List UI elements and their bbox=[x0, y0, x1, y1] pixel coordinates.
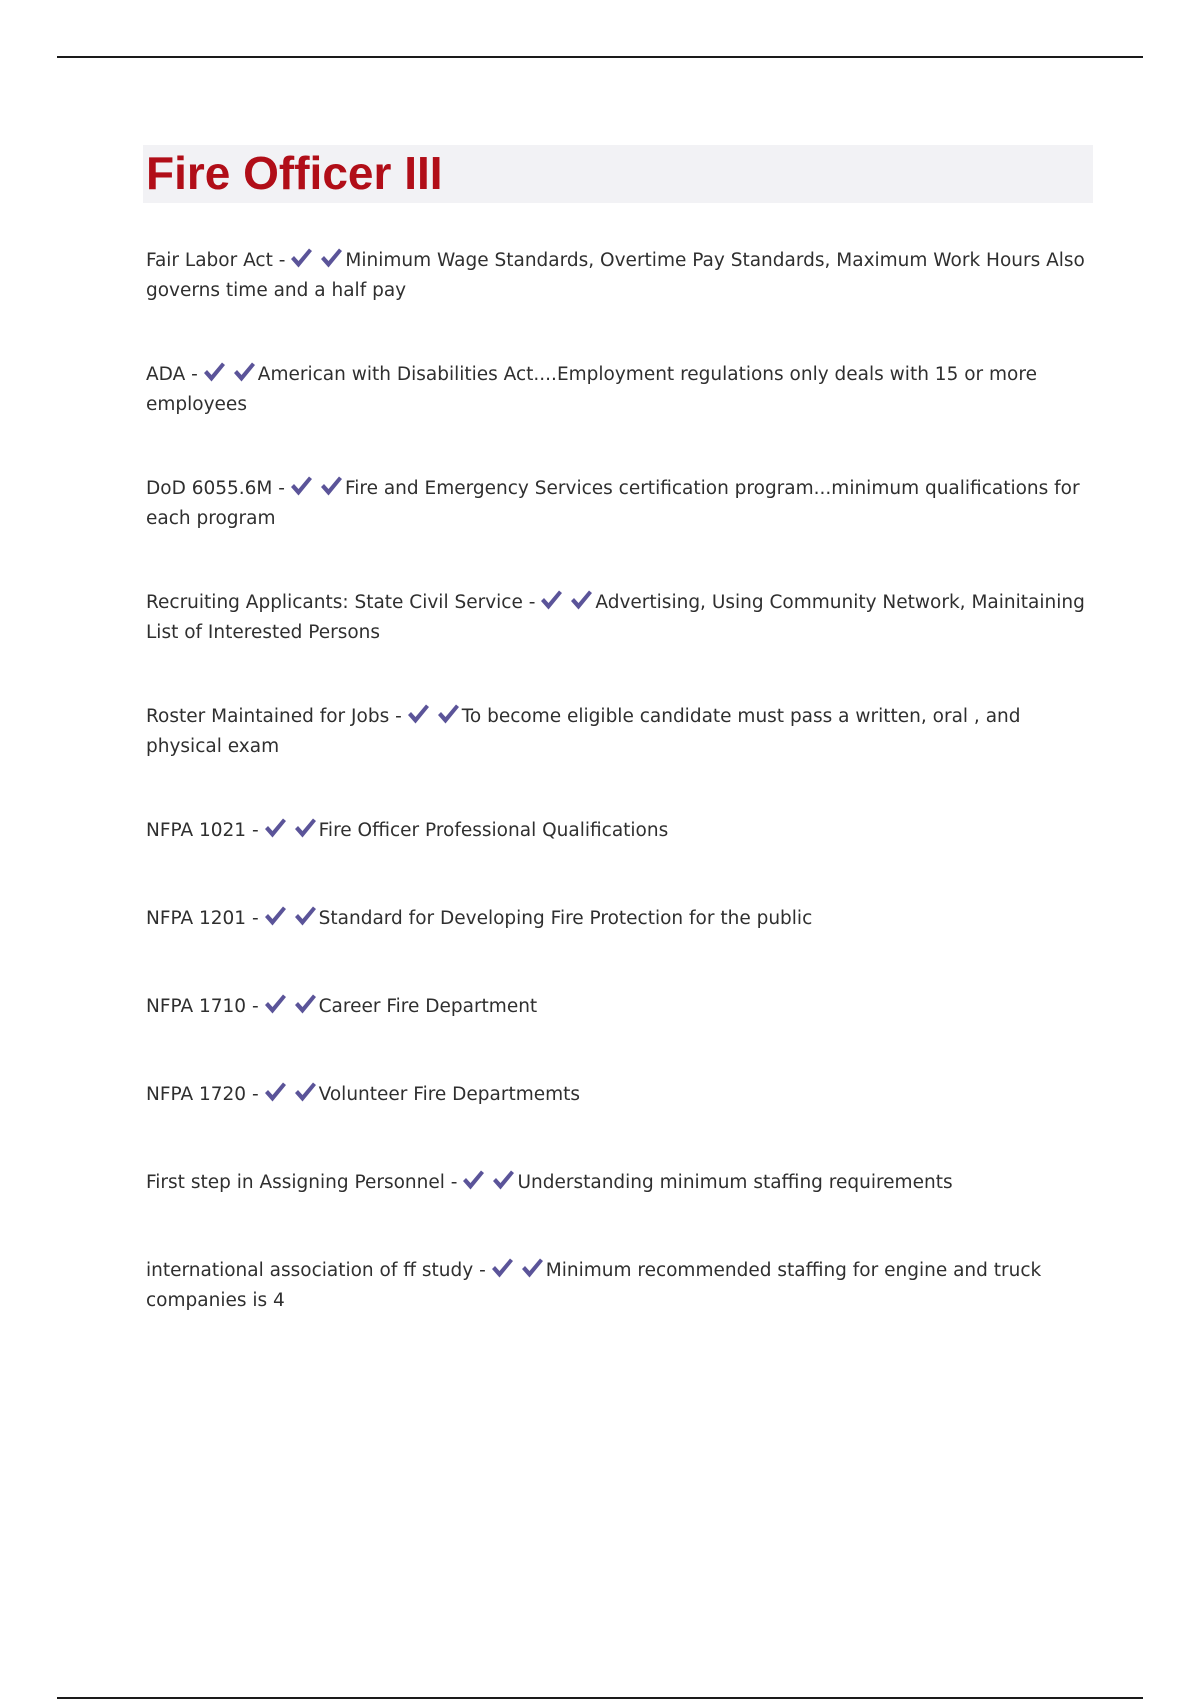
check-icon bbox=[293, 817, 317, 839]
check-icon bbox=[539, 589, 563, 611]
check-icon bbox=[263, 1081, 287, 1103]
entry-definition: Fire and Emergency Services certification program...minimum qualifications for each program bbox=[146, 478, 1080, 529]
entry-definition: American with Disabilities Act....Employment regulations only deals with 15 or more employees bbox=[146, 364, 1037, 415]
entry-term: international association of ff study - bbox=[146, 1260, 486, 1281]
check-pair bbox=[406, 703, 460, 725]
check-icon bbox=[569, 589, 593, 611]
entry-definition: To become eligible candidate must pass a written, oral , and physical exam bbox=[146, 706, 1021, 757]
check-pair bbox=[289, 247, 343, 269]
check-icon bbox=[202, 361, 226, 383]
check-icon bbox=[289, 475, 313, 497]
check-icon bbox=[263, 817, 287, 839]
check-pair bbox=[263, 817, 317, 839]
flashcard-list bbox=[146, 246, 1096, 1316]
entry-definition: Fire Officer Professional Qualifications bbox=[318, 820, 669, 841]
flashcard-entry bbox=[146, 1080, 1096, 1110]
check-icon bbox=[436, 703, 460, 725]
entry-term: First step in Assigning Personnel - bbox=[146, 1172, 458, 1193]
flashcard-entry bbox=[146, 992, 1096, 1022]
page-title: Fire Officer III bbox=[146, 147, 443, 199]
check-icon bbox=[263, 905, 287, 927]
check-icon bbox=[293, 1081, 317, 1103]
check-pair bbox=[263, 1081, 317, 1103]
top-rule bbox=[57, 56, 1143, 58]
entry-term: NFPA 1021 - bbox=[146, 820, 259, 841]
entry-term: Fair Labor Act - bbox=[146, 250, 286, 271]
check-icon bbox=[293, 993, 317, 1015]
entry-term: NFPA 1720 - bbox=[146, 1084, 259, 1105]
flashcard-entry bbox=[146, 246, 1096, 306]
check-pair bbox=[202, 361, 256, 383]
check-pair bbox=[461, 1169, 515, 1191]
entry-definition: Minimum recommended staffing for engine and truck companies is 4 bbox=[146, 1260, 1042, 1311]
entry-term: NFPA 1710 - bbox=[146, 996, 259, 1017]
entry-definition: Advertising, Using Community Network, Mainitaining List of Interested Persons bbox=[146, 592, 1085, 643]
entry-definition: Standard for Developing Fire Protection for the public bbox=[318, 908, 813, 929]
check-icon bbox=[319, 247, 343, 269]
flashcard-entry bbox=[146, 474, 1096, 534]
entry-term: Recruiting Applicants: State Civil Service - bbox=[146, 592, 536, 613]
entry-definition: Volunteer Fire Departmemts bbox=[318, 1084, 581, 1105]
flashcard-entry bbox=[146, 816, 1096, 846]
flashcard-entry bbox=[146, 360, 1096, 420]
check-icon bbox=[232, 361, 256, 383]
entry-term: NFPA 1201 - bbox=[146, 908, 259, 929]
check-pair bbox=[539, 589, 593, 611]
flashcard-entry bbox=[146, 588, 1096, 648]
check-icon bbox=[491, 1169, 515, 1191]
check-icon bbox=[406, 703, 430, 725]
check-icon bbox=[520, 1257, 544, 1279]
entry-term: ADA - bbox=[146, 364, 198, 385]
entry-definition: Career Fire Department bbox=[318, 996, 538, 1017]
entry-term: Roster Maintained for Jobs - bbox=[146, 706, 402, 727]
entry-term: DoD 6055.6M - bbox=[146, 478, 285, 499]
check-pair bbox=[289, 475, 343, 497]
flashcard-entry bbox=[146, 1168, 1096, 1198]
check-pair bbox=[263, 993, 317, 1015]
check-pair bbox=[263, 905, 317, 927]
flashcard-entry bbox=[146, 904, 1096, 934]
check-icon bbox=[319, 475, 343, 497]
check-icon bbox=[289, 247, 313, 269]
check-icon bbox=[293, 905, 317, 927]
entry-definition: Minimum Wage Standards, Overtime Pay Standards, Maximum Work Hours Also governs time and a half pay bbox=[146, 250, 1085, 301]
flashcard-entry bbox=[146, 1256, 1096, 1316]
flashcard-entry bbox=[146, 702, 1096, 762]
entry-definition: Understanding minimum staffing requirements bbox=[517, 1172, 953, 1193]
check-pair bbox=[490, 1257, 544, 1279]
check-icon bbox=[263, 993, 287, 1015]
check-icon bbox=[461, 1169, 485, 1191]
check-icon bbox=[490, 1257, 514, 1279]
bottom-rule bbox=[57, 1697, 1143, 1699]
